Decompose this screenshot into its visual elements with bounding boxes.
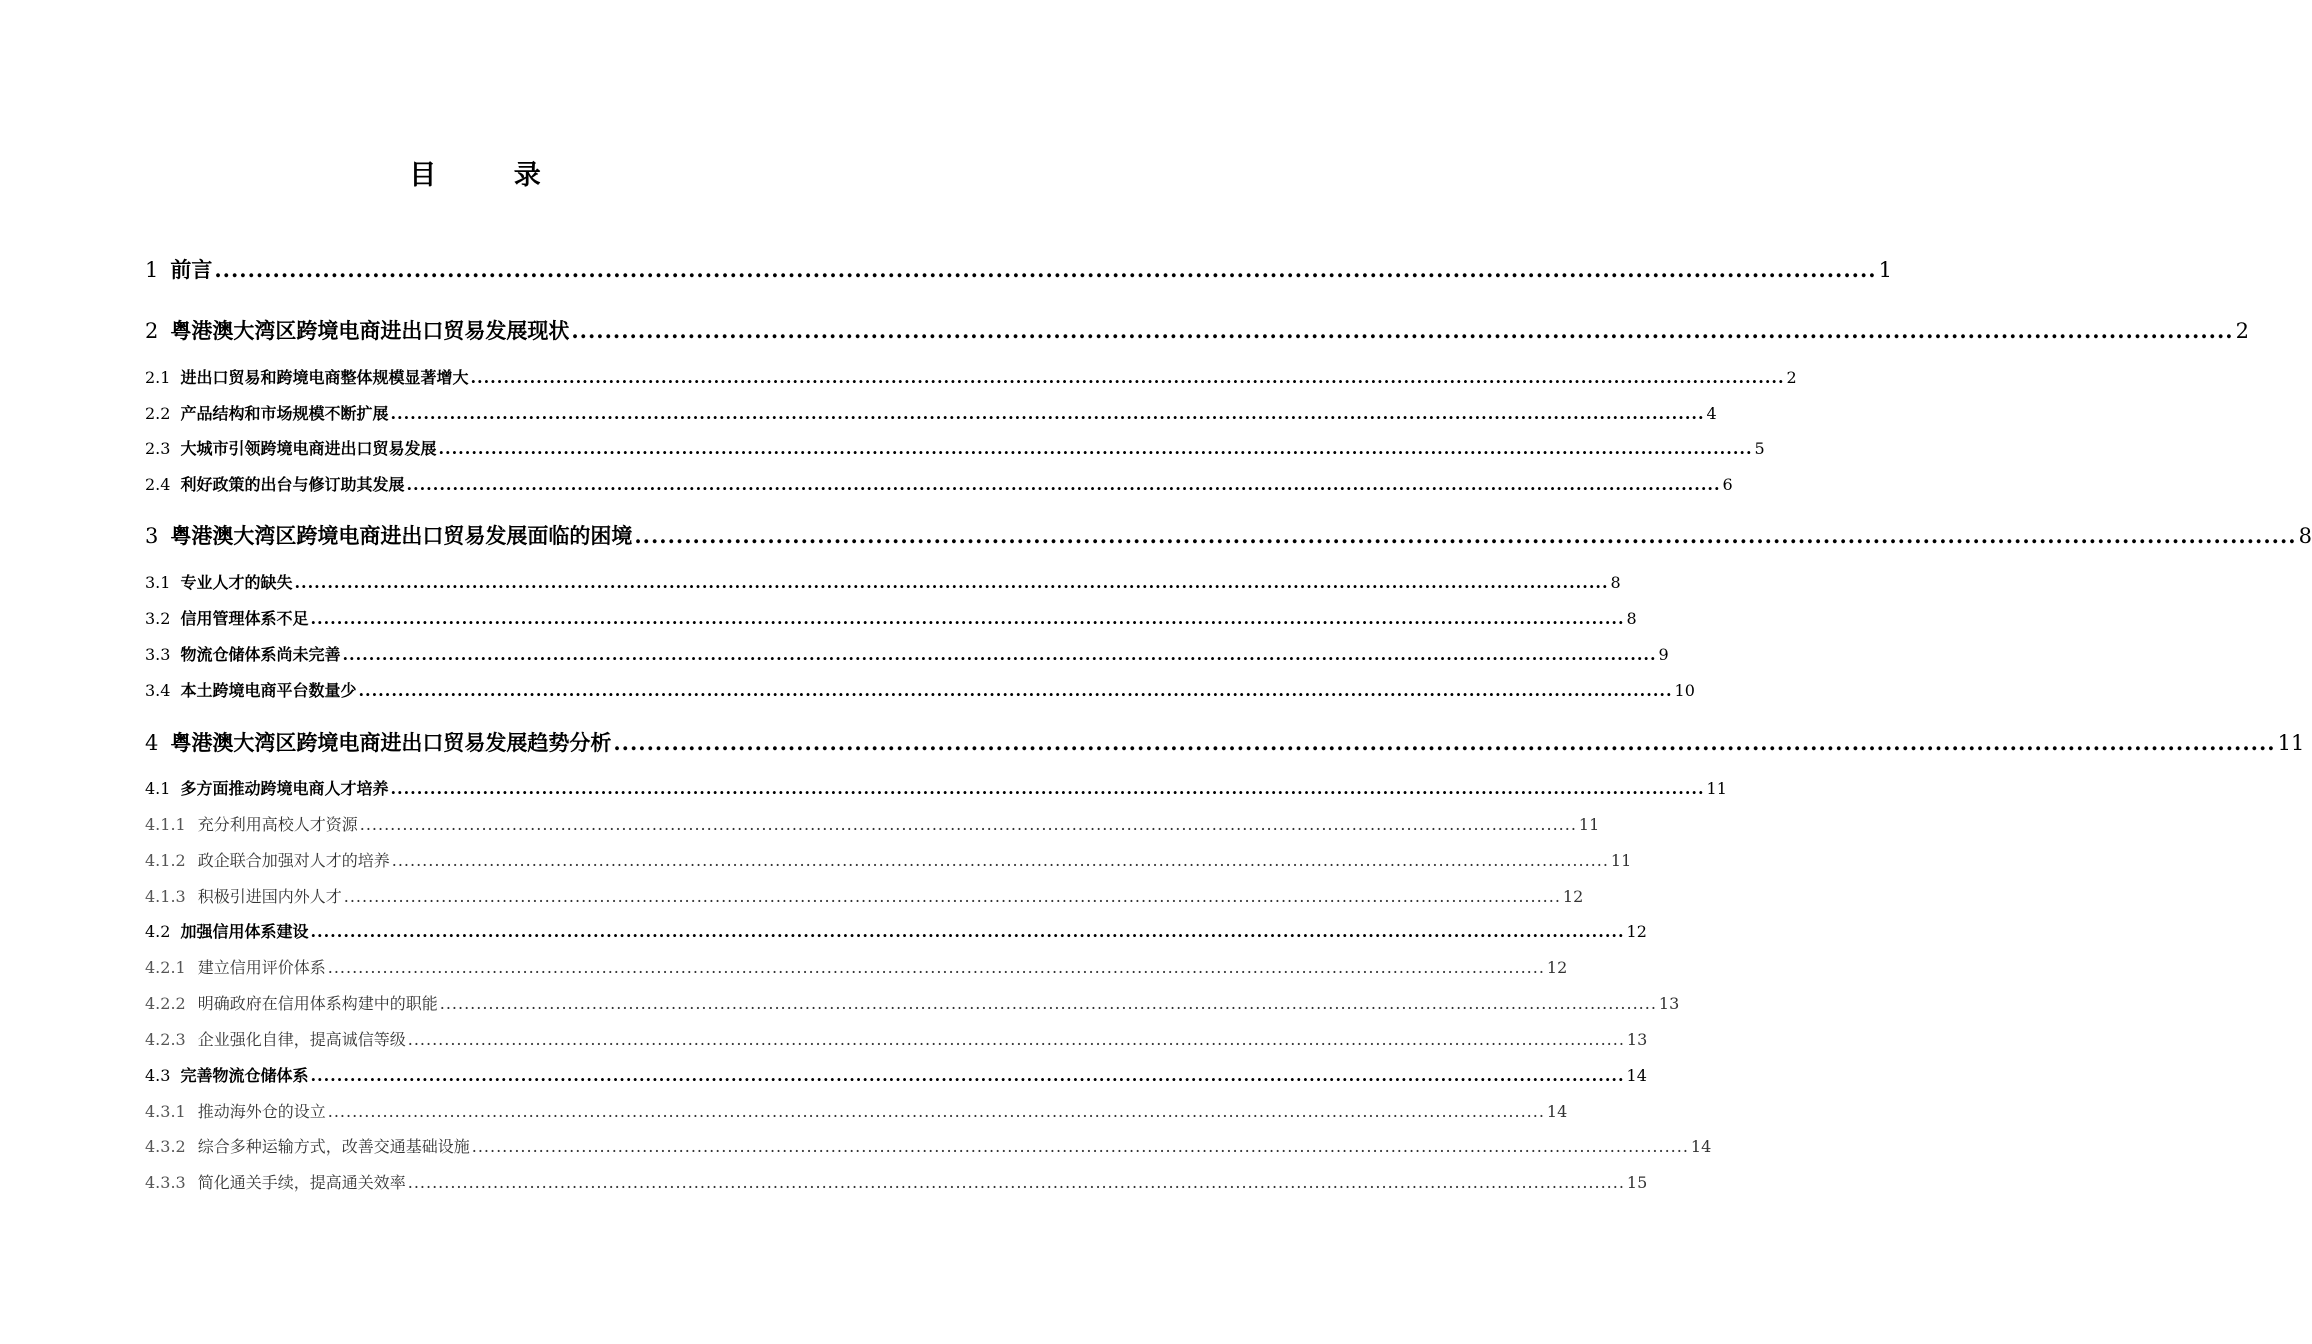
toc-entry-page: 2 <box>1786 368 1797 387</box>
toc-entry[interactable] <box>145 607 1637 631</box>
toc-entry-page: 13 <box>1626 1030 1648 1049</box>
toc-entry-label: 推动海外仓的设立 <box>197 1102 326 1121</box>
toc-entry[interactable] <box>145 777 1727 801</box>
toc-entry-page: 11 <box>2277 731 2305 755</box>
toc-entry-label: 前言 <box>170 257 213 282</box>
toc-entry-label: 明确政府在信用体系构建中的职能 <box>197 994 438 1013</box>
toc-entry-label: 粤港澳大湾区跨境电商进出口贸易发展面临的困境 <box>170 523 633 548</box>
toc-entry[interactable] <box>145 956 1568 980</box>
toc-entry-page: 6 <box>1722 475 1733 494</box>
toc-leader-dots: ........................................................................................................................................................................................................ <box>358 681 1673 700</box>
toc-entry-page: 11 <box>1578 815 1600 834</box>
toc-entry-page: 12 <box>1626 922 1647 941</box>
toc-entry[interactable] <box>145 728 2305 758</box>
toc-entry-page: 15 <box>1626 1173 1648 1192</box>
toc-entry[interactable] <box>145 402 1717 426</box>
toc-entry[interactable] <box>145 992 1680 1016</box>
toc-entry-page: 12 <box>1546 958 1568 977</box>
toc-entry-label: 建立信用评价体系 <box>197 958 326 977</box>
toc-entry[interactable] <box>145 920 1647 944</box>
toc-entry-page: 2 <box>2235 319 2249 343</box>
toc-leader-dots: ........................................................................................................................................................................................................ <box>327 1102 1545 1121</box>
toc-entry-number: 3.2 <box>145 609 171 628</box>
toc-entry-number: 3.4 <box>145 681 171 700</box>
toc-entry-number: 4.2.1 <box>145 958 186 977</box>
toc-entry-number: 4.3 <box>145 1066 171 1085</box>
toc-leader-dots: ........................................................................................................................................................................................................ <box>214 257 1877 282</box>
toc-leader-dots: ........................................................................................................................................................................................................ <box>613 730 2276 755</box>
toc-leader-dots: ........................................................................................................................................................................................................ <box>634 523 2297 548</box>
toc-leader-dots: ........................................................................................................................................................................................................ <box>471 1137 1689 1156</box>
toc-entry-page: 8 <box>2298 524 2312 548</box>
toc-entry-page: 14 <box>1690 1137 1712 1156</box>
toc-leader-dots: ........................................................................................................................................................................................................ <box>571 318 2234 343</box>
toc-entry-page: 11 <box>1706 779 1727 798</box>
toc-entry-page: 13 <box>1658 994 1680 1013</box>
toc-entry-label: 综合多种运输方式，改善交通基础设施 <box>197 1137 470 1156</box>
toc-entry[interactable] <box>145 255 1892 285</box>
toc-entry-number: 4.3.3 <box>145 1173 186 1192</box>
toc-entry-number: 3.3 <box>145 645 171 664</box>
toc-entry-label: 粤港澳大湾区跨境电商进出口贸易发展趋势分析 <box>170 730 612 755</box>
toc-leader-dots: ........................................................................................................................................................................................................ <box>438 439 1753 458</box>
toc-entry[interactable] <box>145 1171 1648 1195</box>
toc-entry-number: 1 <box>145 258 159 282</box>
toc-entry-label: 积极引进国内外人才 <box>197 887 342 906</box>
toc-entry-page: 5 <box>1754 439 1765 458</box>
toc-leader-dots: ........................................................................................................................................................................................................ <box>390 779 1705 798</box>
toc-entry-label: 加强信用体系建设 <box>180 922 309 941</box>
toc-entry-number: 2.4 <box>145 475 171 494</box>
toc-entry-label: 多方面推动跨境电商人才培养 <box>180 779 389 798</box>
toc-entry-page: 1 <box>1878 258 1892 282</box>
toc-entry-label: 进出口贸易和跨境电商整体规模显著增大 <box>180 368 469 387</box>
toc-entry[interactable] <box>145 1028 1648 1052</box>
toc-entry-label: 信用管理体系不足 <box>180 609 309 628</box>
toc-leader-dots: ........................................................................................................................................................................................................ <box>390 404 1705 423</box>
toc-entry-number: 4.1.3 <box>145 887 186 906</box>
toc-entry[interactable] <box>145 1064 1647 1088</box>
toc-entry-label: 大城市引领跨境电商进出口贸易发展 <box>180 439 437 458</box>
toc-leader-dots: ........................................................................................................................................................................................................ <box>407 1030 1625 1049</box>
toc-entry-label: 完善物流仓储体系 <box>180 1066 309 1085</box>
toc-entry-page: 14 <box>1546 1102 1568 1121</box>
toc-entry-page: 8 <box>1626 609 1637 628</box>
toc-leader-dots: ........................................................................................................................................................................................................ <box>310 922 1625 941</box>
toc-entry[interactable] <box>145 366 1797 390</box>
toc-leader-dots: ........................................................................................................................................................................................................ <box>439 994 1657 1013</box>
toc-entry-number: 4.2.2 <box>145 994 186 1013</box>
toc-entry-page: 8 <box>1610 573 1621 592</box>
toc-entry-page: 10 <box>1674 681 1695 700</box>
toc-entry-label: 本土跨境电商平台数量少 <box>180 681 357 700</box>
toc-entry[interactable] <box>145 316 2249 346</box>
toc-entry[interactable] <box>145 521 2312 551</box>
toc-entry-page: 9 <box>1658 645 1669 664</box>
toc-leader-dots: ........................................................................................................................................................................................................ <box>407 1173 1625 1192</box>
toc-leader-dots: ........................................................................................................................................................................................................ <box>342 645 1657 664</box>
toc-leader-dots: ........................................................................................................................................................................................................ <box>343 887 1561 906</box>
toc-entry-page: 12 <box>1562 887 1584 906</box>
toc-entry-number: 4.1 <box>145 779 171 798</box>
toc-entry-label: 简化通关手续，提高通关效率 <box>197 1173 406 1192</box>
toc-leader-dots: ........................................................................................................................................................................................................ <box>391 851 1609 870</box>
toc-entry[interactable] <box>145 643 1669 667</box>
toc-entry-number: 4.3.2 <box>145 1137 186 1156</box>
toc-entry-number: 4.3.1 <box>145 1102 186 1121</box>
toc-entry-label: 产品结构和市场规模不断扩展 <box>180 404 389 423</box>
toc-entry-number: 4.1.1 <box>145 815 186 834</box>
toc-entry[interactable] <box>145 571 1621 595</box>
toc-entry[interactable] <box>145 885 1584 909</box>
toc-entry-label: 政企联合加强对人才的培养 <box>197 851 390 870</box>
toc-entry-number: 4.2.3 <box>145 1030 186 1049</box>
toc-entry-number: 4.2 <box>145 922 171 941</box>
toc-entry-number: 2.2 <box>145 404 171 423</box>
toc-entry[interactable] <box>145 1135 1712 1159</box>
toc-entry[interactable] <box>145 813 1600 837</box>
toc-entry[interactable] <box>145 849 1632 873</box>
toc-entry-number: 3.1 <box>145 573 171 592</box>
toc-entry-page: 11 <box>1610 851 1632 870</box>
toc-entry-label: 企业强化自律，提高诚信等级 <box>197 1030 406 1049</box>
toc-entry-label: 专业人才的缺失 <box>180 573 293 592</box>
toc-entry[interactable] <box>145 473 1733 497</box>
toc-leader-dots: ........................................................................................................................................................................................................ <box>406 475 1721 494</box>
toc-entry[interactable] <box>145 437 1765 461</box>
toc-entry[interactable] <box>145 1100 1568 1124</box>
toc-leader-dots: ........................................................................................................................................................................................................ <box>310 609 1625 628</box>
toc-leader-dots: ........................................................................................................................................................................................................ <box>310 1066 1625 1085</box>
toc-entry-number: 2.3 <box>145 439 171 458</box>
toc-entry-number: 2 <box>145 319 159 343</box>
toc-leader-dots: ........................................................................................................................................................................................................ <box>359 815 1577 834</box>
toc-entry-number: 4.1.2 <box>145 851 186 870</box>
toc-entry-label: 利好政策的出台与修订助其发展 <box>180 475 405 494</box>
toc-entry-number: 2.1 <box>145 368 171 387</box>
toc-entry-page: 4 <box>1706 404 1717 423</box>
toc-leader-dots: ........................................................................................................................................................................................................ <box>327 958 1545 977</box>
toc-entry[interactable] <box>145 679 1695 703</box>
toc-leader-dots: ........................................................................................................................................................................................................ <box>470 368 1785 387</box>
toc-entry-label: 粤港澳大湾区跨境电商进出口贸易发展现状 <box>170 318 570 343</box>
toc-entry-number: 3 <box>145 524 159 548</box>
toc-entry-label: 物流仓储体系尚未完善 <box>180 645 341 664</box>
toc-entry-label: 充分利用高校人才资源 <box>197 815 358 834</box>
toc-entry-number: 4 <box>145 731 159 755</box>
toc-title: 目 录 <box>409 160 575 191</box>
toc-leader-dots: ........................................................................................................................................................................................................ <box>294 573 1609 592</box>
toc-entry-page: 14 <box>1626 1066 1647 1085</box>
